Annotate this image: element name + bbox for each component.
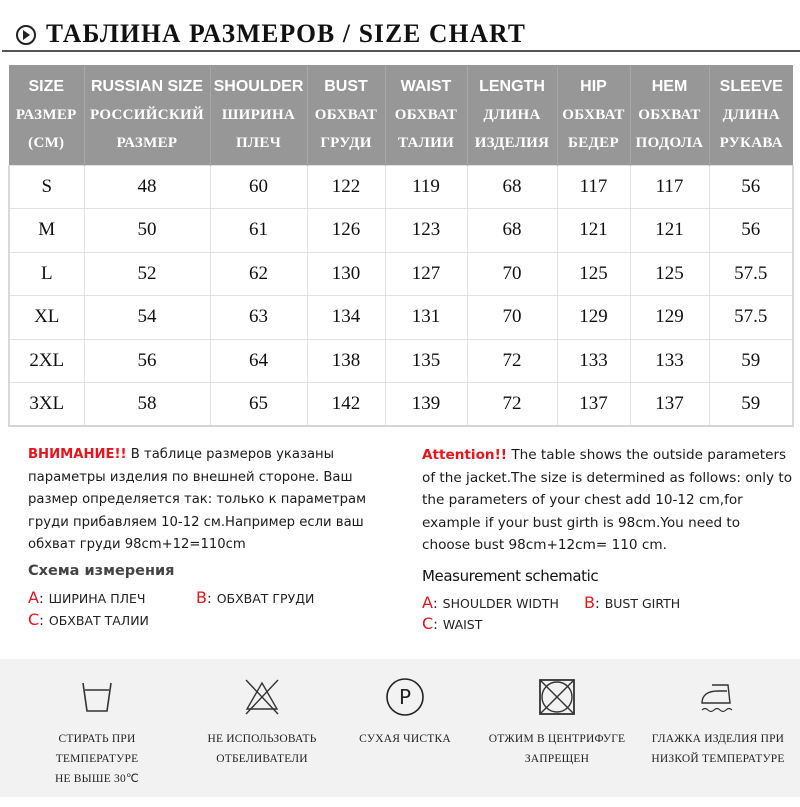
table-cell: 135 xyxy=(385,339,467,383)
table-row xyxy=(9,209,793,253)
column-header xyxy=(385,65,467,165)
column-header-en: WAIST xyxy=(400,77,452,95)
table-row xyxy=(9,252,793,296)
table-cell: 59 xyxy=(709,383,793,427)
table-cell: 72 xyxy=(467,339,557,383)
arrow-circle-right-icon xyxy=(16,25,36,45)
iron-low-temp-icon xyxy=(698,677,738,717)
table-cell: 2XL xyxy=(9,339,84,383)
care-label-line2: НЕ ВЫШЕ 30℃ xyxy=(54,773,140,785)
table-cell: 130 xyxy=(307,252,385,296)
care-item-bleach xyxy=(182,659,342,797)
column-header-ru2: ИЗДЕЛИЯ xyxy=(474,134,550,151)
schematic-title-en: Measurement schematic xyxy=(422,567,599,585)
table-cell: 56 xyxy=(709,165,793,209)
care-label-line2: ОТБЕЛИВАТЕЛИ xyxy=(216,753,308,765)
table-cell: 63 xyxy=(210,296,307,340)
dry-clean-p-icon xyxy=(385,677,425,717)
legend-label: WAIST xyxy=(442,617,483,632)
care-label-line1: ГЛАЖКА ИЗДЕЛИЯ ПРИ xyxy=(651,733,785,745)
table-cell: 119 xyxy=(385,165,467,209)
column-header-en: SIZE xyxy=(28,77,65,95)
table-cell: 70 xyxy=(467,252,557,296)
table-row xyxy=(9,383,793,427)
column-header-en: SLEEVE xyxy=(719,77,783,95)
table-cell: 129 xyxy=(630,296,709,340)
table-cell: 125 xyxy=(557,252,630,296)
column-header-ru2: РУКАВА xyxy=(719,134,783,151)
care-instructions-panel xyxy=(0,659,800,797)
table-cell: 57.5 xyxy=(709,252,793,296)
table-cell: 68 xyxy=(467,209,557,253)
table-cell: 129 xyxy=(557,296,630,340)
legend-item: A: ШИРИНА ПЛЕЧ xyxy=(28,588,146,607)
warning-label: Attention!! xyxy=(422,447,507,463)
table-cell: 70 xyxy=(467,296,557,340)
table-cell: 3XL xyxy=(9,383,84,427)
table-cell: 123 xyxy=(385,209,467,253)
note-text: В таблице размеров указаны параметры изделия по внешней стороне. Ваш размер определяется так: только к параметрам груди прибавляем 10-12 см.Например если ваш обхват груди 98cm+12=110cm xyxy=(28,447,367,552)
table-cell: L xyxy=(9,252,84,296)
table-row xyxy=(9,339,793,383)
legend-label: SHOULDER WIDTH xyxy=(442,596,559,611)
care-label-line1: ОТЖИМ В ЦЕНТРИФУГЕ xyxy=(488,733,626,745)
column-header-en: HIP xyxy=(580,77,607,95)
care-item-iron xyxy=(638,659,798,797)
legend-label: BUST GIRTH xyxy=(604,596,681,611)
column-header xyxy=(709,65,793,165)
table-cell: 54 xyxy=(84,296,210,340)
column-header xyxy=(467,65,557,165)
no-tumble-dry-icon xyxy=(537,677,577,717)
column-header xyxy=(84,65,210,165)
wash-basin-icon xyxy=(77,677,117,717)
table-cell: S xyxy=(9,165,84,209)
table-cell: 56 xyxy=(709,209,793,253)
legend-item: B: BUST GIRTH xyxy=(584,593,681,612)
care-label-line1: НЕ ИСПОЛЬЗОВАТЬ xyxy=(207,733,317,745)
legend-key: C xyxy=(28,610,40,629)
column-header xyxy=(307,65,385,165)
care-label-line1: СТИРАТЬ ПРИ ТЕМПЕРАТУРЕ xyxy=(55,733,139,765)
table-cell: 133 xyxy=(557,339,630,383)
column-header-ru2: РАЗМЕР xyxy=(116,134,178,151)
table-cell: 137 xyxy=(630,383,709,427)
table-cell: M xyxy=(9,209,84,253)
table-cell: 62 xyxy=(210,252,307,296)
table-cell: 72 xyxy=(467,383,557,427)
note-russian xyxy=(28,444,398,557)
column-header-en: HEM xyxy=(651,77,688,95)
care-label-line1: СУХАЯ ЧИСТКА xyxy=(359,733,451,745)
care-item-dryclean xyxy=(325,659,485,797)
legend-item: A: SHOULDER WIDTH xyxy=(422,593,559,612)
legend-item: C: WAIST xyxy=(422,614,483,633)
legend-key: B xyxy=(584,593,595,612)
legend-label: ШИРИНА ПЛЕЧ xyxy=(48,591,146,606)
table-cell: 56 xyxy=(84,339,210,383)
table-cell: 68 xyxy=(467,165,557,209)
care-label-line2: ЗАПРЕЩЕН xyxy=(524,753,590,765)
table-cell: 59 xyxy=(709,339,793,383)
table-cell: 133 xyxy=(630,339,709,383)
column-header xyxy=(210,65,307,165)
column-header-ru1: РОССИЙСКИЙ xyxy=(90,106,204,123)
table-cell: 121 xyxy=(630,209,709,253)
table-cell: 65 xyxy=(210,383,307,427)
table-body xyxy=(9,165,793,426)
column-header-ru2: ТАЛИИ xyxy=(397,134,455,151)
size-chart-table xyxy=(8,65,794,427)
table-cell: 134 xyxy=(307,296,385,340)
legend-item: B: ОБХВАТ ГРУДИ xyxy=(196,588,315,607)
column-header-ru1: ОБХВАТ xyxy=(638,106,701,123)
care-label-line2: НИЗКОЙ ТЕМПЕРАТУРЕ xyxy=(651,753,785,765)
table-cell: 122 xyxy=(307,165,385,209)
table-cell: 60 xyxy=(210,165,307,209)
table-cell: 61 xyxy=(210,209,307,253)
table-header-row xyxy=(9,65,793,165)
schematic-title-ru: Схема измерения xyxy=(28,563,175,579)
table-cell: 138 xyxy=(307,339,385,383)
care-item-tumble xyxy=(477,659,637,797)
title-bar xyxy=(2,0,800,52)
care-item-wash xyxy=(17,659,177,797)
column-header xyxy=(630,65,709,165)
warning-label: ВНИМАНИЕ!! xyxy=(28,447,127,462)
column-header xyxy=(557,65,630,165)
table-cell: 52 xyxy=(84,252,210,296)
column-header xyxy=(9,65,84,165)
column-header-ru2: БЕДЕР xyxy=(568,134,619,151)
column-header-ru1: ШИРИНА xyxy=(221,106,296,123)
column-header-ru1: РАЗМЕР xyxy=(15,106,77,123)
table-row xyxy=(9,165,793,209)
table-cell: 126 xyxy=(307,209,385,253)
table-cell: 57.5 xyxy=(709,296,793,340)
table-cell: 64 xyxy=(210,339,307,383)
table-cell: 117 xyxy=(557,165,630,209)
table-cell: 131 xyxy=(385,296,467,340)
table-cell: 58 xyxy=(84,383,210,427)
table-cell: 142 xyxy=(307,383,385,427)
no-bleach-icon xyxy=(242,677,282,717)
column-header-ru2: (CM) xyxy=(28,134,65,151)
svg-text:P: P xyxy=(398,685,412,709)
note-text: The table shows the outside parameters of the jacket.The size is determined as follows: only to the parameters of your chest add 10-12 cm,for example if your bust girth is 98cm.You need to choose bust 98cm+12cm= 110 cm. xyxy=(422,447,793,553)
column-header-en: SHOULDER xyxy=(213,77,304,95)
table-cell: 137 xyxy=(557,383,630,427)
column-header-ru1: ДЛИНА xyxy=(483,106,541,123)
column-header-ru2: ПЛЕЧ xyxy=(235,134,282,151)
table-cell: 139 xyxy=(385,383,467,427)
legend-label: ОБХВАТ ТАЛИИ xyxy=(48,613,149,628)
table-cell: 127 xyxy=(385,252,467,296)
table-cell: 117 xyxy=(630,165,709,209)
legend-label: ОБХВАТ ГРУДИ xyxy=(216,591,315,606)
legend-item: C: ОБХВАТ ТАЛИИ xyxy=(28,610,149,629)
table-row xyxy=(9,296,793,340)
legend-key: C xyxy=(422,614,434,633)
column-header-ru1: ДЛИНА xyxy=(722,106,780,123)
column-header-en: BUST xyxy=(324,77,368,95)
column-header-ru2: ПОДОЛА xyxy=(635,134,704,151)
note-english xyxy=(422,444,792,557)
legend-key: A xyxy=(422,593,433,612)
table-cell: XL xyxy=(9,296,84,340)
table-cell: 125 xyxy=(630,252,709,296)
column-header-en: RUSSIAN SIZE xyxy=(90,77,203,95)
column-header-ru2: ГРУДИ xyxy=(320,134,372,151)
table-cell: 121 xyxy=(557,209,630,253)
table-cell: 48 xyxy=(84,165,210,209)
column-header-ru1: ОБХВАТ xyxy=(314,106,378,123)
column-header-ru1: ОБХВАТ xyxy=(562,106,625,123)
legend-key: A xyxy=(28,588,39,607)
legend-key: B xyxy=(196,588,207,607)
page-title: ТАБЛИНА РАЗМЕРОВ / SIZE CHART xyxy=(46,19,527,48)
column-header-ru1: ОБХВАТ xyxy=(394,106,458,123)
column-header-en: LENGTH xyxy=(479,77,545,95)
table-cell: 50 xyxy=(84,209,210,253)
